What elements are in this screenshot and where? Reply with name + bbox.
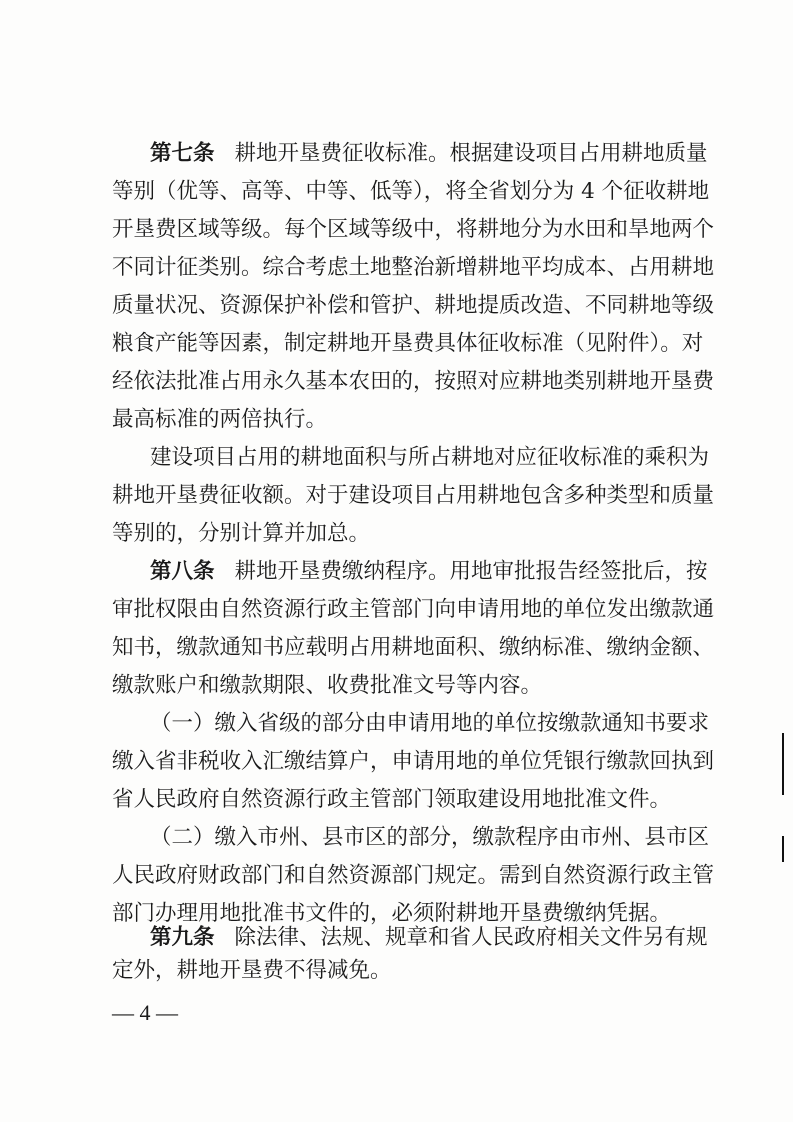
article8-line-3: 知书，缴款通知书应载明占用耕地面积、缴纳标准、缴纳金额、 [112,635,715,660]
article7-para2-line-3: 等别的，分别计算并加总。 [112,521,371,546]
scan-edge-mark [782,733,784,795]
article8-text-1: 耕地开垦费缴纳程序。用地审批报告经签批后，按 [234,559,708,584]
item1-line-1: （一）缴入省级的部分由申请用地的单位按缴款通知书要求 [150,711,710,736]
article7-line-4: 不同计征类别。综合考虑土地整治新增耕地平均成本、占用耕地 [112,255,715,280]
item2-line-2: 人民政府财政部门和自然资源部门规定。需到自然资源行政主管 [112,863,715,888]
article7-para2-line-1: 建设项目占用的耕地面积与所占耕地对应征收标准的乘积为 [150,445,710,470]
article7-line-5: 质量状况、资源保护补偿和管护、耕地提质改造、不同耕地等级 [112,293,715,318]
article7-heading: 第七条 [150,141,215,166]
article7-line-8: 最高标准的两倍执行。 [112,407,328,432]
article9-line-1 [150,925,708,950]
article8-line-2: 审批权限由自然资源行政主管部门向申请用地的单位发出缴款通 [112,597,715,622]
article7-para2-line-2: 耕地开垦费征收额。对于建设项目占用耕地包含多种类型和质量 [112,483,715,508]
page-number: — 4 — [112,1000,178,1025]
article9-text-1: 除法律、法规、规章和省人民政府相关文件另有规 [234,925,708,950]
item2-line-3: 部门办理用地批准书文件的，必须附耕地开垦费缴纳凭据。 [112,901,672,926]
item1-line-2: 缴入省非税收入汇缴结算户，申请用地的单位凭银行缴款回执到 [112,749,715,774]
article7-line-2: 等别（优等、高等、中等、低等），将全省划分为 4 个征收耕地 [112,179,710,204]
article8-line-1 [150,559,708,584]
article7-line-3: 开垦费区域等级。每个区域等级中，将耕地分为水田和旱地两个 [112,217,715,242]
article7-line-6: 粮食产能等因素，制定耕地开垦费具体征收标准（见附件）。对 [112,331,704,356]
article7-line-1 [150,141,708,166]
article7-line-7: 经依法批准占用永久基本农田的，按照对应耕地类别耕地开垦费 [112,369,715,394]
item1-line-3: 省人民政府自然资源行政主管部门领取建设用地批准文件。 [112,787,672,812]
article9-heading: 第九条 [150,925,215,950]
scan-edge-mark [782,836,784,862]
article9-line-2: 定外，耕地开垦费不得减免。 [112,958,392,983]
article7-text-1: 耕地开垦费征收标准。根据建设项目占用耕地质量 [234,141,708,166]
item2-line-1: （二）缴入市州、县市区的部分，缴款程序由市州、县市区 [150,825,710,850]
article8-line-4: 缴款账户和缴款期限、收费批准文号等内容。 [112,673,543,698]
article8-heading: 第八条 [150,559,215,584]
